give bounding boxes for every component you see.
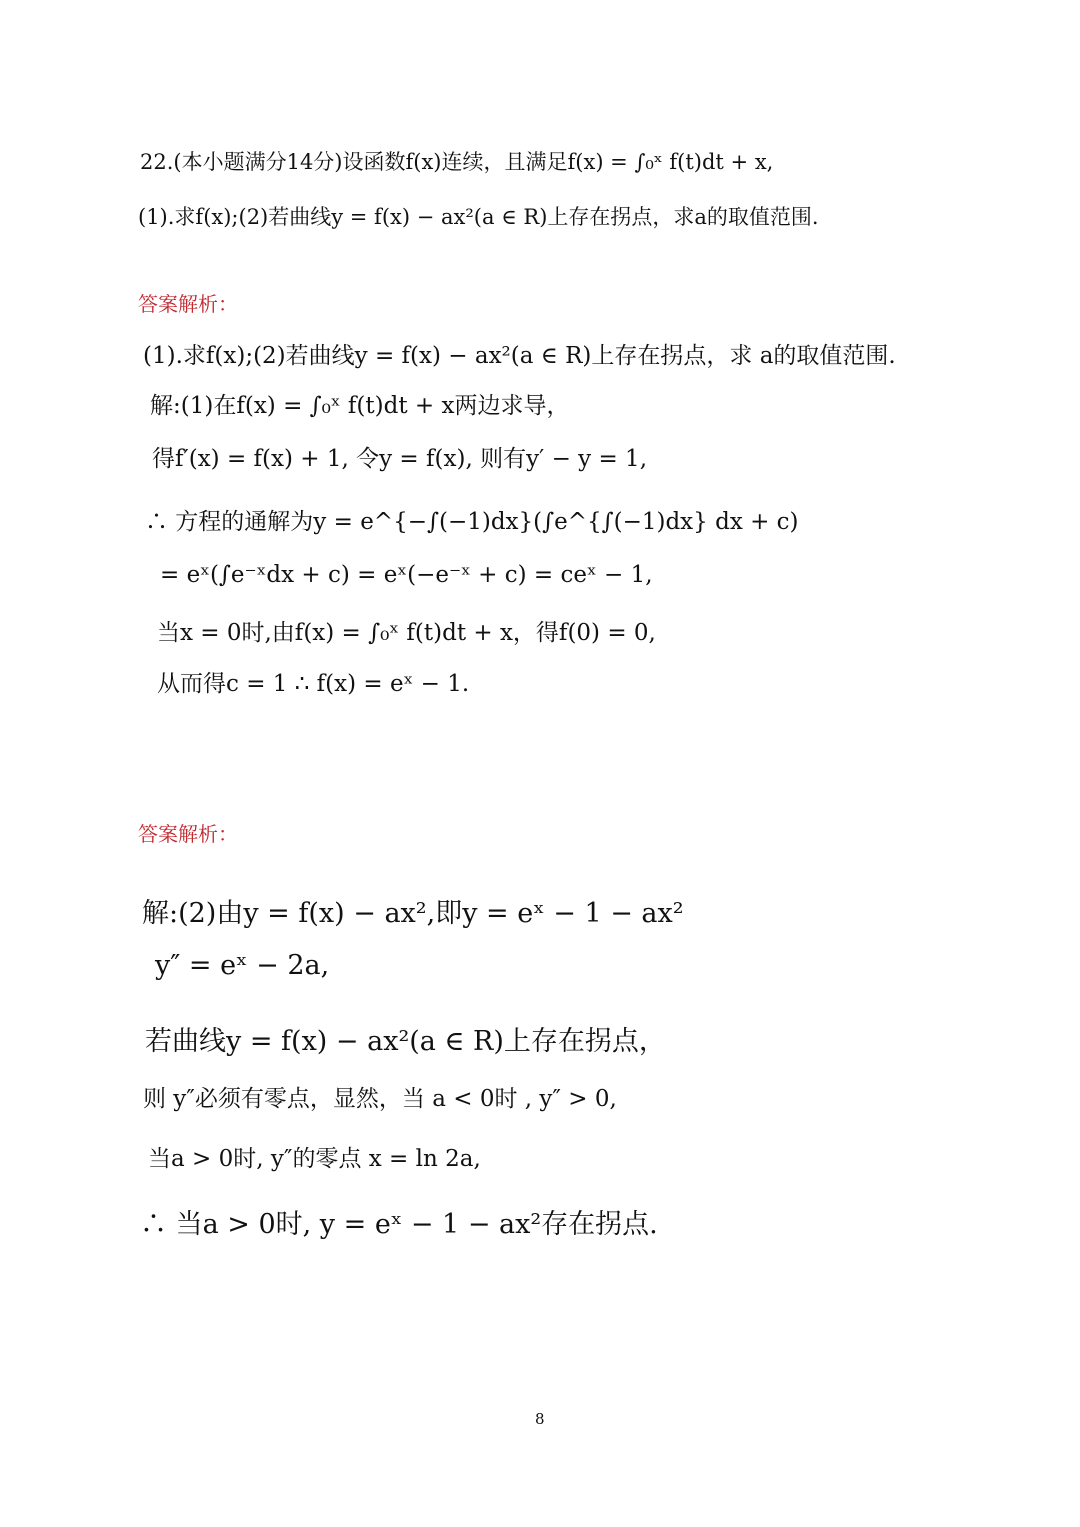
problem-statement-line-1: 22.(本小题满分14分)设函数f(x)连续，且满足f(x) = ∫₀ˣ f(t)dt + x, (140, 150, 774, 174)
answer-header-1: 答案解析： (138, 292, 238, 316)
solution-1-line-3: 得f′(x) = f(x) + 1, 令y = f(x), 则有y′ − y = 1, (152, 446, 648, 472)
solution-2-line-1: 解:(2)由y = f(x) − ax²,即y = eˣ − 1 − ax² (142, 898, 684, 929)
solution-1-line-4: ∴ 方程的通解为y = e^{−∫(−1)dx}(∫e^{∫(−1)dx} dx + c) (145, 509, 799, 535)
problem-statement-line-2: (1).求f(x);(2)若曲线y = f(x) − ax²(a ∈ R)上存在拐点，求a的取值范围. (138, 205, 819, 229)
solution-2-line-2: y″ = eˣ − 2a, (155, 950, 330, 981)
solution-1-line-2: 解:(1)在f(x) = ∫₀ˣ f(t)dt + x两边求导， (150, 393, 570, 419)
solution-2-line-6: ∴ 当a > 0时, y = eˣ − 1 − ax²存在拐点. (140, 1209, 658, 1240)
page-number: 8 (535, 1410, 545, 1428)
solution-2-line-4: 则 y″必须有零点，显然，当 a < 0时 , y″ > 0, (143, 1086, 617, 1112)
solution-1-line-5: = eˣ(∫e⁻ˣdx + c) = eˣ(−e⁻ˣ + c) = ceˣ − 1, (160, 562, 653, 588)
solution-1-line-6: 当x = 0时,由f(x) = ∫₀ˣ f(t)dt + x，得f(0) = 0, (157, 620, 656, 646)
answer-header-2: 答案解析： (138, 822, 238, 846)
solution-2-line-5: 当a > 0时, y″的零点 x = ln 2a, (148, 1146, 481, 1172)
solution-1-line-7: 从而得c = 1 ∴ f(x) = eˣ − 1. (157, 671, 470, 697)
solution-2-line-3: 若曲线y = f(x) − ax²(a ∈ R)上存在拐点， (145, 1026, 666, 1057)
solution-1-line-1: (1).求f(x);(2)若曲线y = f(x) − ax²(a ∈ R)上存在拐点，求 a的取值范围. (143, 343, 896, 369)
